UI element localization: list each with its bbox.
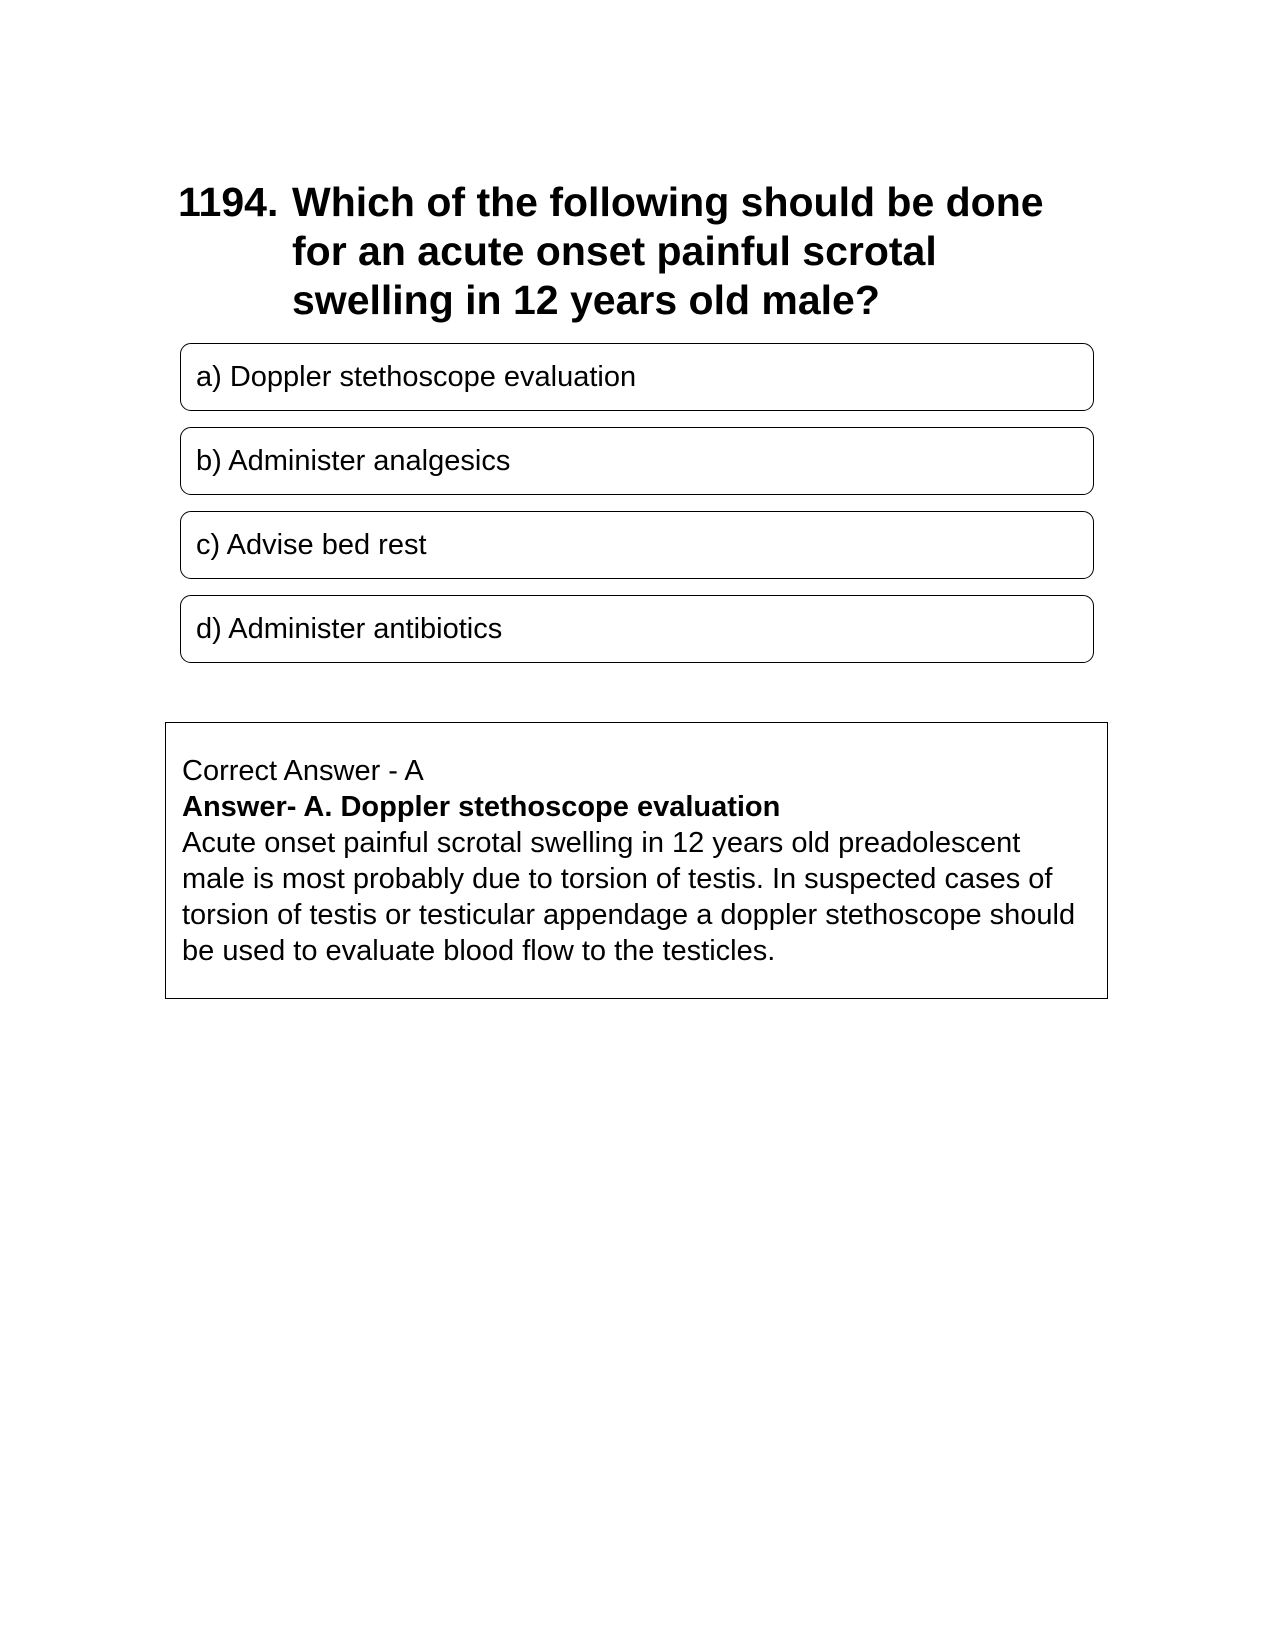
option-c[interactable]: c) Advise bed rest bbox=[180, 511, 1094, 579]
question-text: Which of the following should be done for an acute onset painful scrotal swelling in 12 years old male? bbox=[292, 179, 1044, 323]
answer-box bbox=[165, 722, 1108, 999]
question bbox=[178, 178, 1088, 325]
answer-title: Answer- A. Doppler stethoscope evaluation bbox=[182, 791, 781, 823]
options-list bbox=[180, 343, 1094, 679]
option-d[interactable]: d) Administer antibiotics bbox=[180, 595, 1094, 663]
question-number: 1194. bbox=[178, 179, 279, 225]
answer-explanation: Acute onset painful scrotal swelling in 12 years old preadolescent male is most probably due to torsion of testis. In suspected cases of torsion of testis or testicular appendage a doppler stethoscope should be used to evaluate blood flow to the testicles. bbox=[182, 827, 1076, 967]
correct-answer-label: Correct Answer - A bbox=[182, 755, 424, 787]
option-b[interactable]: b) Administer analgesics bbox=[180, 427, 1094, 495]
option-a[interactable]: a) Doppler stethoscope evaluation bbox=[180, 343, 1094, 411]
